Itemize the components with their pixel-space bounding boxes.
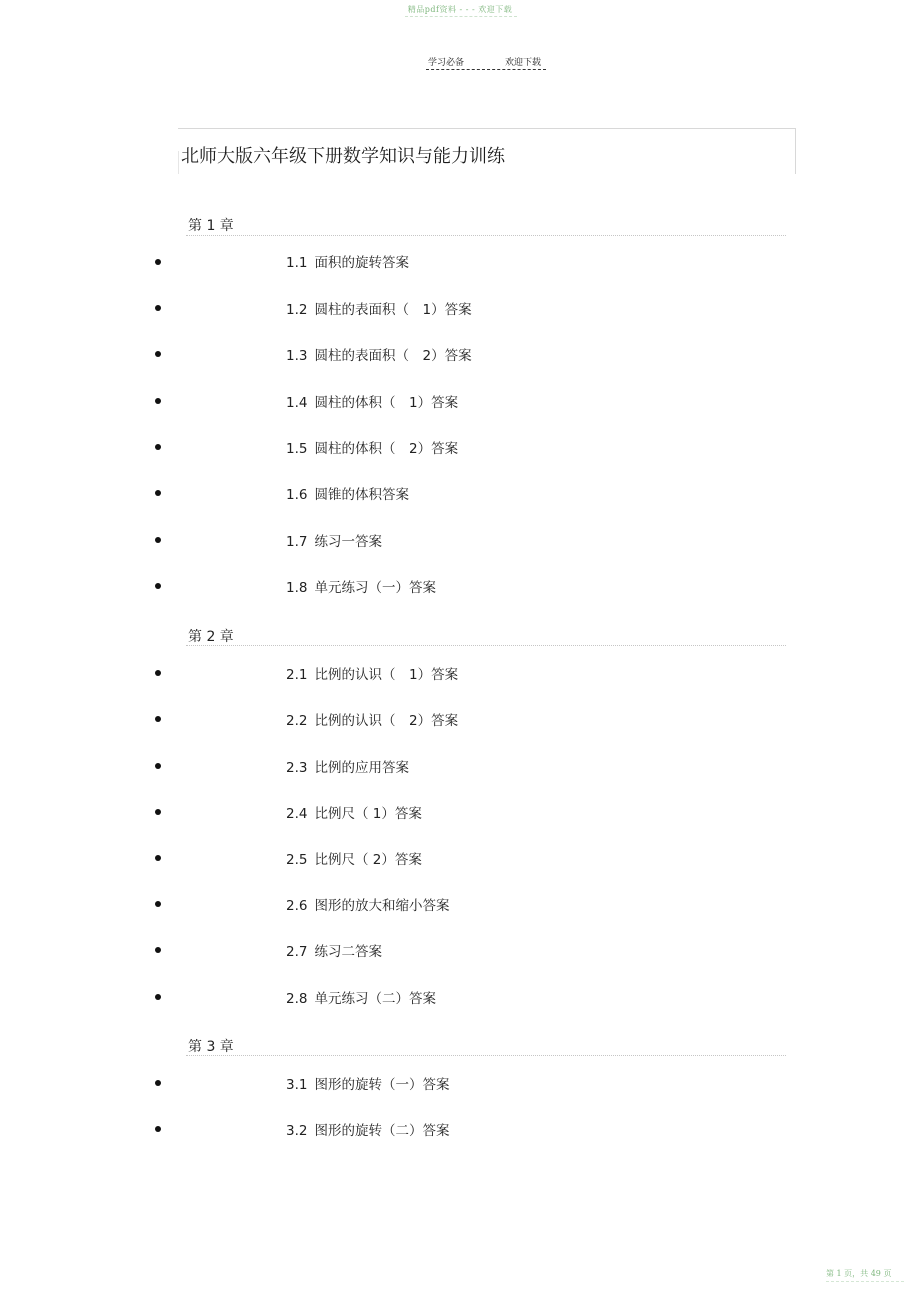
item-number: 3.1 [286, 1077, 308, 1093]
list-item[interactable] [286, 437, 458, 457]
bullet-icon [155, 994, 161, 1000]
list-item[interactable] [286, 756, 409, 776]
item-number: 2.4 [286, 806, 308, 822]
list-item[interactable] [286, 709, 458, 729]
bullet-icon [155, 537, 161, 543]
item-number: 2.7 [286, 944, 308, 960]
list-item[interactable] [286, 483, 409, 503]
item-label: 比例的认识（ 1）答案 [314, 667, 459, 683]
list-item[interactable] [286, 1119, 449, 1139]
chapter-divider [186, 235, 786, 236]
item-label: 比例尺（ 1）答案 [314, 806, 422, 822]
bullet-icon [155, 1080, 161, 1086]
item-number: 2.1 [286, 667, 308, 683]
item-label: 练习一答案 [314, 534, 382, 550]
item-number: 1.5 [286, 441, 308, 457]
item-label: 图形的放大和缩小答案 [314, 898, 450, 914]
chapter-heading: 第 3 章 [188, 1039, 234, 1055]
list-item[interactable] [286, 987, 436, 1007]
item-label: 比例尺（ 2）答案 [314, 852, 422, 868]
footer-divider [826, 1281, 904, 1282]
item-number: 1.7 [286, 534, 308, 550]
item-number: 2.2 [286, 713, 308, 729]
list-item[interactable] [286, 530, 382, 550]
bullet-icon [155, 259, 161, 265]
watermark-divider [405, 16, 517, 17]
item-number: 1.1 [286, 255, 308, 271]
title-frame-left-edge [178, 151, 179, 174]
item-label: 图形的旋转（一）答案 [314, 1077, 450, 1093]
item-label: 比例的认识（ 2）答案 [314, 713, 459, 729]
item-number: 3.2 [286, 1123, 308, 1139]
list-item[interactable] [286, 1073, 449, 1093]
list-item[interactable] [286, 576, 436, 596]
item-number: 1.3 [286, 348, 308, 364]
item-label: 面积的旋转答案 [314, 255, 409, 271]
header-divider [426, 69, 546, 70]
bullet-icon [155, 947, 161, 953]
item-label: 单元练习（二）答案 [314, 991, 436, 1007]
list-item[interactable] [286, 802, 422, 822]
list-item[interactable] [286, 940, 382, 960]
item-number: 1.6 [286, 487, 308, 503]
page-header [428, 55, 546, 68]
item-label: 图形的旋转（二）答案 [314, 1123, 450, 1139]
list-item[interactable] [286, 663, 458, 683]
item-number: 1.2 [286, 302, 308, 318]
list-item[interactable] [286, 251, 409, 271]
item-label: 单元练习（一）答案 [314, 580, 436, 596]
item-number: 2.6 [286, 898, 308, 914]
document-title: 北师大版六年级下册数学知识与能力训练 [181, 146, 505, 167]
page-number: 第 1 页，共 49 页 [826, 1269, 892, 1278]
bullet-icon [155, 583, 161, 589]
chapter-divider [186, 645, 786, 646]
item-number: 2.8 [286, 991, 308, 1007]
bullet-icon [155, 670, 161, 676]
list-item[interactable] [286, 298, 472, 318]
bullet-icon [155, 351, 161, 357]
list-item[interactable] [286, 391, 458, 411]
bullet-icon [155, 809, 161, 815]
item-label: 比例的应用答案 [314, 760, 409, 776]
chapter-heading: 第 2 章 [188, 629, 234, 645]
chapter-divider [186, 1055, 786, 1056]
bullet-icon [155, 763, 161, 769]
list-item[interactable] [286, 344, 472, 364]
item-label: 圆柱的体积（ 2）答案 [314, 441, 459, 457]
bullet-icon [155, 716, 161, 722]
item-label: 圆柱的表面积（ 1）答案 [314, 302, 472, 318]
header-right-text: 欢迎下载 [505, 58, 542, 68]
item-number: 2.3 [286, 760, 308, 776]
bullet-icon [155, 444, 161, 450]
item-label: 圆柱的体积（ 1）答案 [314, 395, 459, 411]
list-item[interactable] [286, 848, 422, 868]
item-label: 练习二答案 [314, 944, 382, 960]
item-label: 圆柱的表面积（ 2）答案 [314, 348, 472, 364]
header-left-text: 学习必备 [428, 58, 465, 68]
item-number: 2.5 [286, 852, 308, 868]
item-number: 1.8 [286, 580, 308, 596]
chapter-heading: 第 1 章 [188, 218, 234, 234]
watermark-text: 精品pdf资料 - - - 欢迎下载 [407, 5, 513, 14]
item-label: 圆锥的体积答案 [314, 487, 409, 503]
bullet-icon [155, 1126, 161, 1132]
bullet-icon [155, 901, 161, 907]
bullet-icon [155, 305, 161, 311]
list-item[interactable] [286, 894, 449, 914]
bullet-icon [155, 855, 161, 861]
item-number: 1.4 [286, 395, 308, 411]
bullet-icon [155, 490, 161, 496]
bullet-icon [155, 398, 161, 404]
